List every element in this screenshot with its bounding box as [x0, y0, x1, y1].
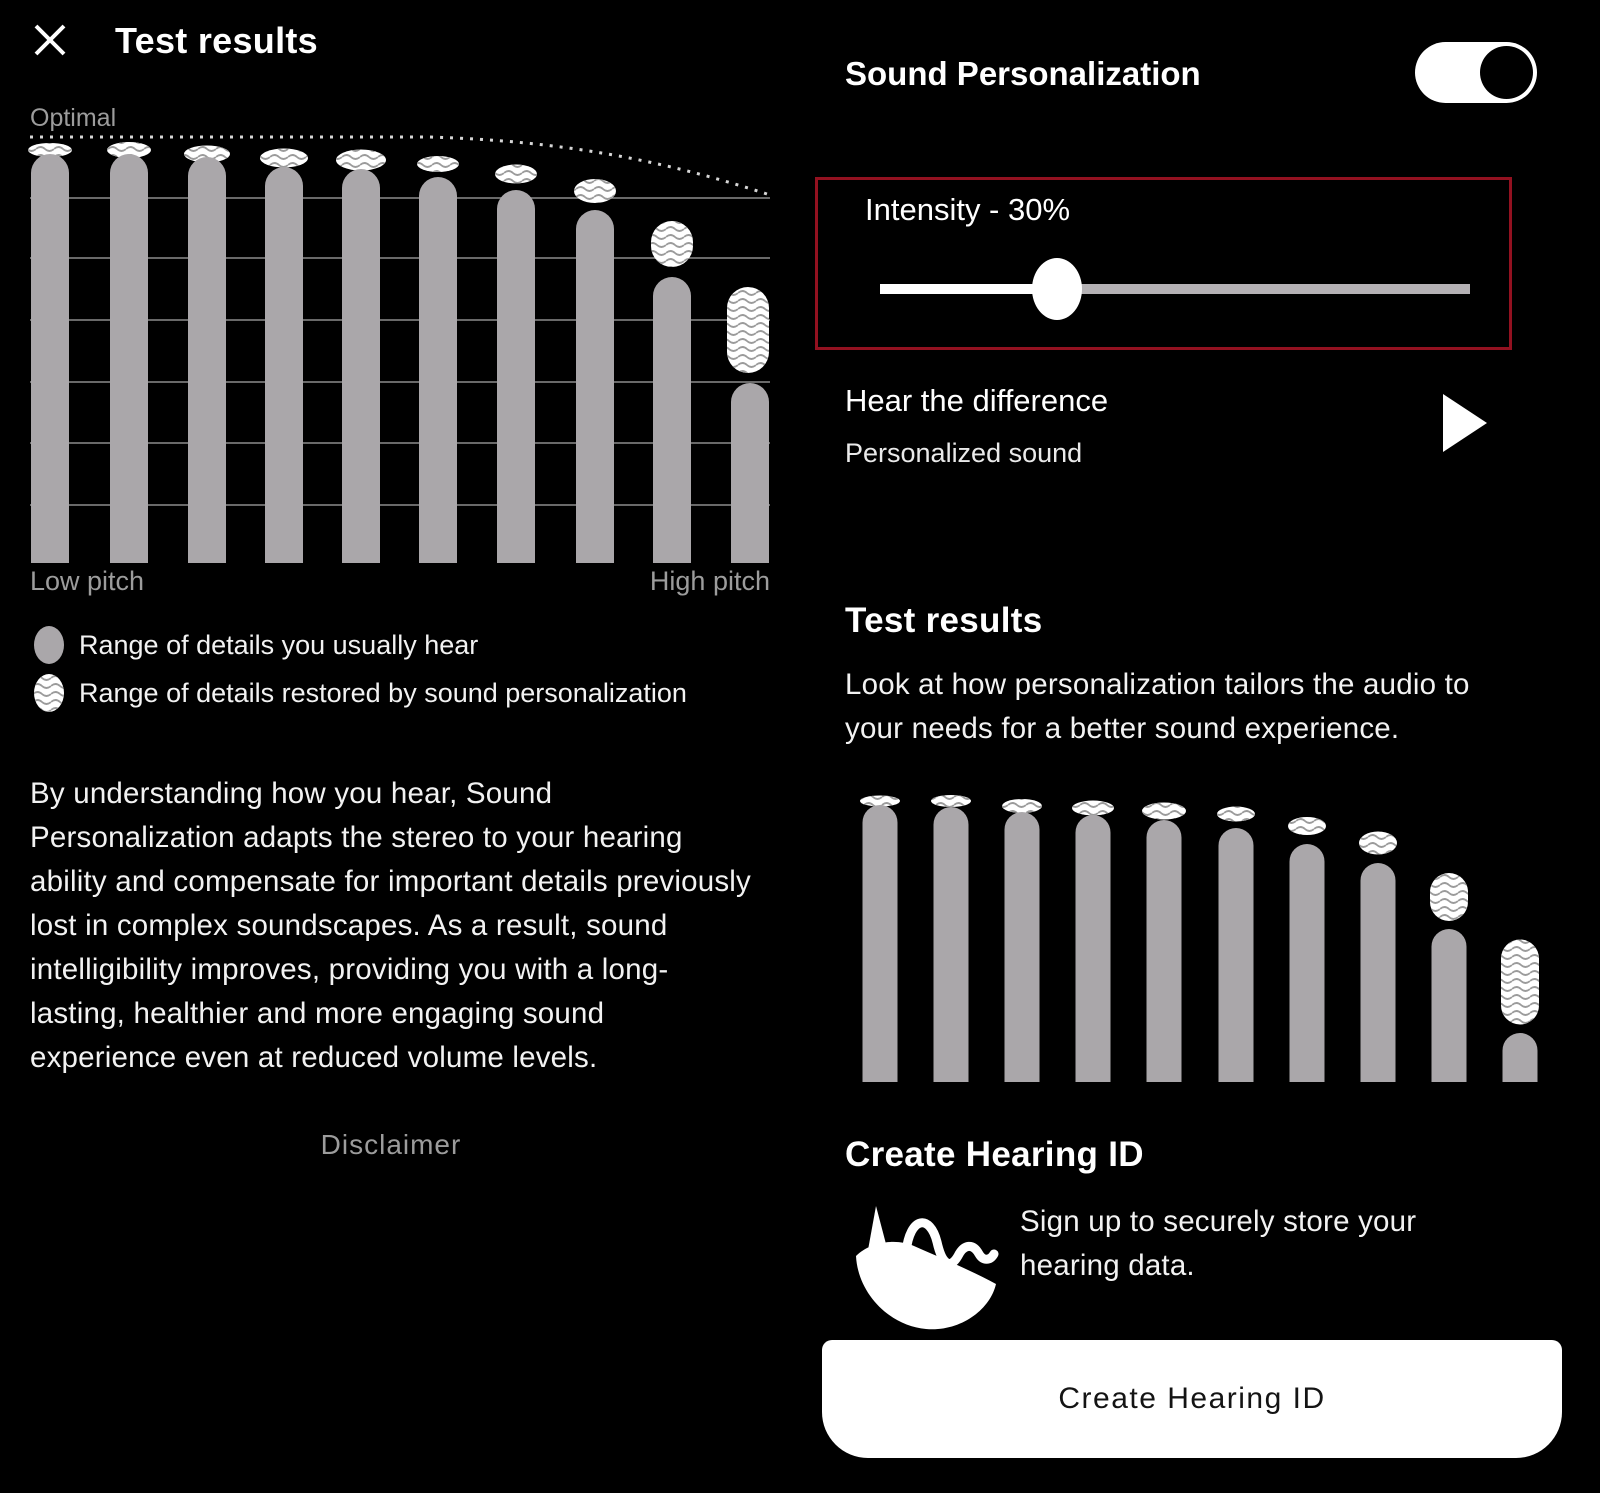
create-hearing-id-title: Create Hearing ID — [845, 1135, 1144, 1174]
page-title: Test results — [115, 20, 319, 61]
legend-row-usual — [33, 623, 478, 667]
close-icon — [30, 20, 74, 60]
low-pitch-label: Low pitch — [30, 566, 145, 596]
toggle-knob-icon — [1480, 46, 1533, 99]
waves-ellipse-icon — [33, 673, 65, 713]
legend-label-usual: Range of details you usually hear — [79, 629, 479, 660]
personalized-results-chart — [840, 780, 1550, 1082]
test-results-description: Look at how personalization tailors the audio to your needs for a better sound experience. — [845, 668, 1470, 745]
hearing-id-icon — [850, 1198, 1000, 1338]
intensity-label: Intensity - 30% — [865, 192, 1071, 227]
play-icon — [1443, 394, 1489, 452]
test-results-title: Test results — [845, 601, 1043, 640]
personalization-description: By understanding how you hear, Sound Personalization adapts the stereo to your hearing ability and compensate for important details previously lost in complex soundscapes. As a result, sound intelligibility improves, providing you with a long-lasting, healthier and more engaging sound experience even at reduced volume levels. — [30, 777, 752, 1074]
sound-personalization-toggle[interactable] — [1415, 42, 1537, 103]
intensity-slider-track[interactable] — [1057, 284, 1470, 294]
intensity-slider-fill[interactable] — [880, 284, 1057, 294]
create-hearing-id-description: Sign up to securely store your hearing data. — [1020, 1205, 1417, 1282]
create-hearing-id-button[interactable]: Create Hearing ID — [822, 1340, 1562, 1458]
hearing-results-chart — [25, 105, 775, 580]
legend-label-restored: Range of details restored by sound personalization — [79, 677, 687, 708]
optimal-label: Optimal — [30, 104, 117, 132]
disclaimer-link[interactable]: Disclaimer — [30, 1128, 752, 1162]
hear-difference-subtitle: Personalized sound — [845, 438, 1083, 468]
play-button[interactable] — [1443, 394, 1489, 452]
high-pitch-label: High pitch — [649, 566, 770, 596]
hear-difference-title: Hear the difference — [845, 383, 1109, 418]
intensity-slider-knob[interactable] — [1032, 258, 1082, 320]
close-button[interactable] — [30, 18, 74, 62]
solid-ellipse-icon — [33, 625, 65, 665]
legend-row-restored — [33, 671, 687, 715]
sound-personalization-label: Sound Personalization — [845, 55, 1201, 92]
